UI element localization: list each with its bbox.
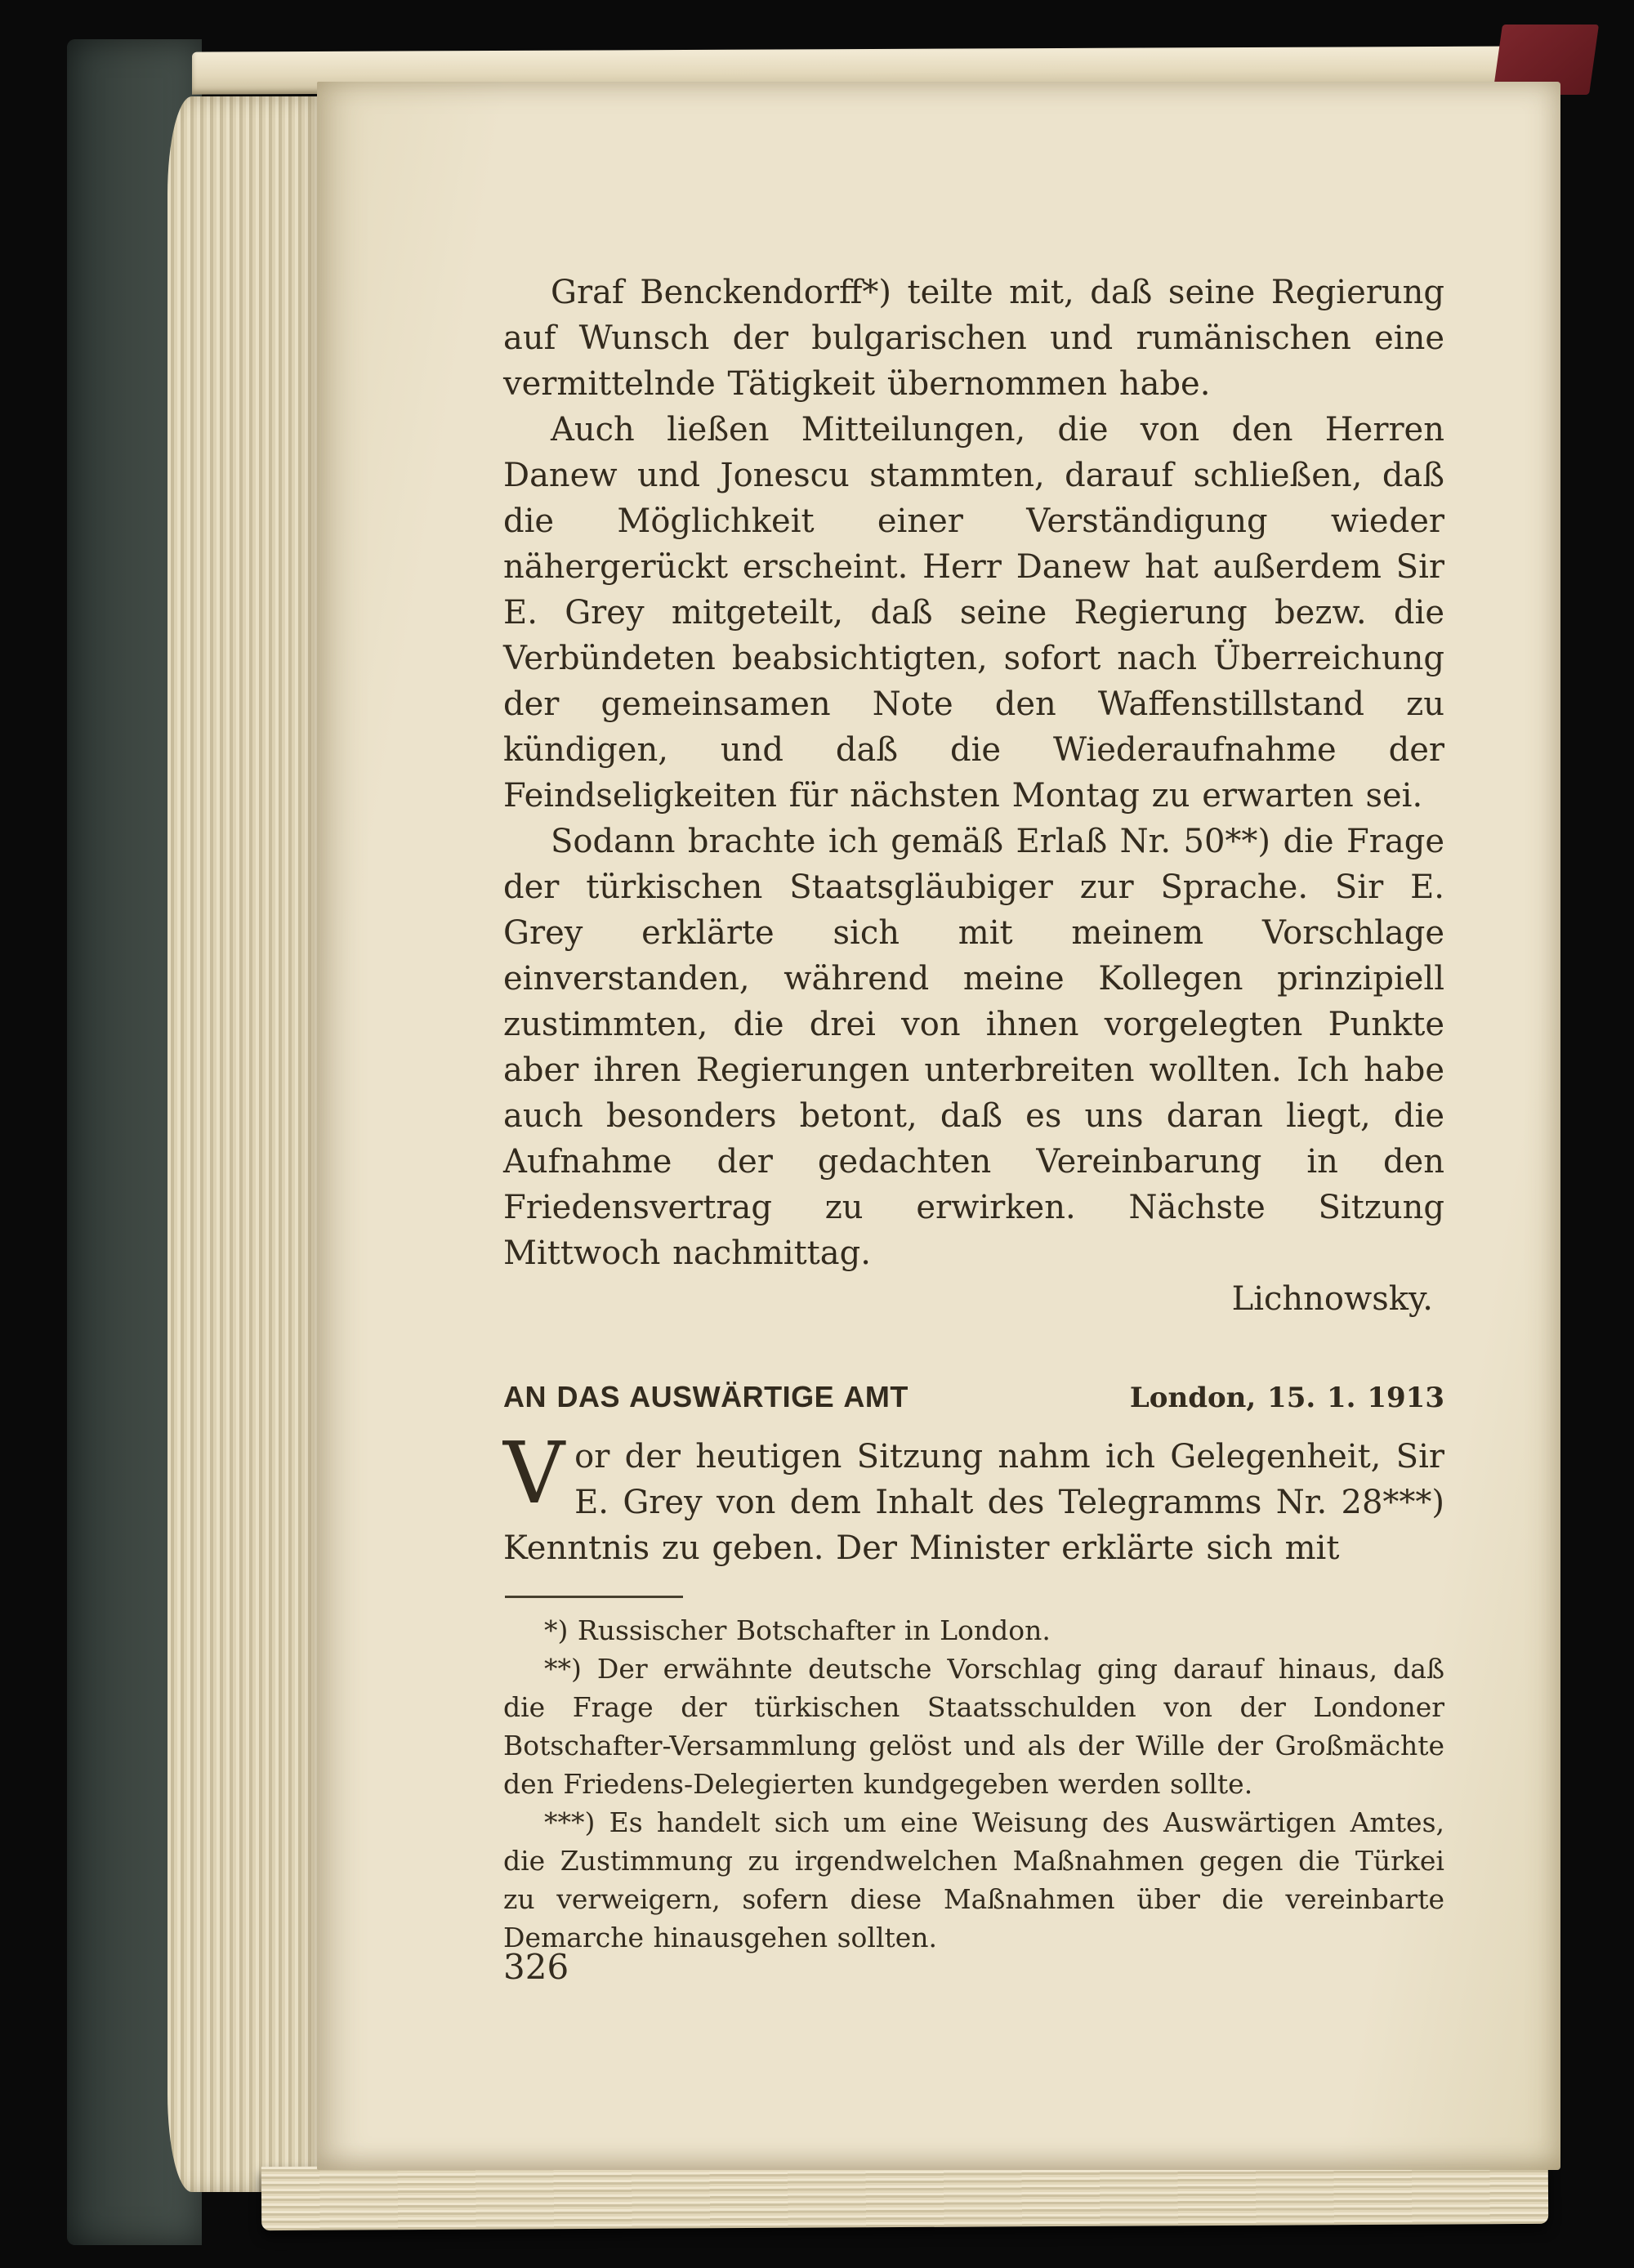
book-page xyxy=(317,82,1560,2170)
paragraph-with-drop-cap xyxy=(503,1423,1444,1571)
drop-cap: V xyxy=(503,1423,565,1523)
page-stack-bottom xyxy=(261,2160,1548,2230)
dateline: London, 15. 1. 1913 xyxy=(1129,1382,1444,1414)
page-number: 326 xyxy=(503,1947,569,1987)
text-column xyxy=(503,270,1444,1957)
footnote: ***) Es handelt sich um eine Weisung des Auswärtigen Amtes, die Zustimmung zu irgendwelchen Maßnahmen gegen die Türkei zu verweigern, sofern diese Maßnahmen über die vereinbarte Demarche hinausgehen sollten. xyxy=(503,1806,1444,1953)
paragraph: Sodann brachte ich gemäß Erlaß Nr. 50**) die Frage der türkischen Staatsgläubiger zur Sprache. Sir E. Grey erklärte sich mit meinem Vorschlage einverstanden, während meine Kollegen prinzipiell zustimmten, die drei von ihnen vorgelegten Punkte aber ihren Regierungen unterbreiten wollten. Ich habe auch besonders betont, daß es uns daran liegt, die Aufnahme der gedachten Vereinbarung in den Friedensvertrag zu erwirken. Nächste Sitzung Mittwoch nachmittag. xyxy=(503,823,1444,1272)
section-heading: AN DAS AUSWÄRTIGE AMT xyxy=(503,1380,909,1413)
footnote-rule xyxy=(505,1596,683,1598)
footnote: *) Russischer Botschafter in London. xyxy=(544,1614,1051,1646)
section-header-row xyxy=(503,1374,1444,1421)
paragraph: Graf Benckendorff*) teilte mit, daß seine Regierung auf Wunsch der bulgarischen und rumänischen eine vermittelnde Tätigkeit übernommen habe. xyxy=(503,274,1444,403)
paragraph-text: or der heutigen Sitzung nahm ich Gelegenheit, Sir E. Grey von dem Inhalt des Telegramms Nr. 28***) Kenntnis zu geben. Der Minister erklärte sich mit xyxy=(503,1438,1444,1567)
footnotes xyxy=(503,1611,1444,1957)
signature: Lichnowsky. xyxy=(1231,1280,1433,1318)
paragraph: Auch ließen Mitteilungen, die von den Herren Danew und Jonescu stammten, darauf schließen, daß die Möglichkeit einer Verständigung wieder nähergerückt erscheint. Herr Danew hat außerdem Sir E. Grey mitgeteilt, daß seine Regierung bezw. die Verbündeten beabsichtigten, sofort nach Überreichung der gemeinsamen Note den Waffenstillstand zu kündigen, und daß die Wiederaufnahme der Feindseligkeiten für nächsten Montag zu erwarten sei. xyxy=(503,411,1444,815)
page-stack-left xyxy=(167,96,331,2192)
footnote: **) Der erwähnte deutsche Vorschlag ging darauf hinaus, daß die Frage der türkischen Staatsschulden von der Londoner Botschafter-Versammlung gelöst und als der Wille der Großmächte den Friedens-Delegierten kundgegeben werden sollte. xyxy=(503,1653,1444,1800)
